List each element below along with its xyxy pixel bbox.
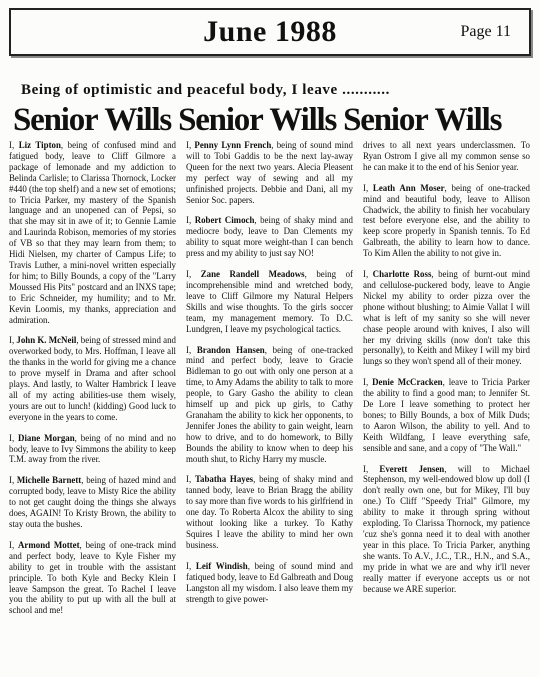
will-entry	[363, 183, 530, 259]
entry-text: , being of shaky mind and mediocre body, leave to Dan Clements my ability to squat more weight-than I can bench press and my ability to just say NO!	[186, 215, 353, 259]
entry-author-name: Penny Lynn French	[194, 140, 272, 150]
column-1	[9, 140, 176, 626]
entry-intro: I,	[186, 560, 196, 571]
tagline: Being of optimistic and peaceful body, I leave ...........	[21, 82, 390, 98]
entry-intro: I,	[186, 269, 201, 280]
will-entry	[186, 561, 353, 605]
entry-intro: I,	[186, 215, 195, 226]
entry-text: , being of hazed mind and corrupted body, leave to Misty Rice the ability to not get caught doing the things she always does, AGAIN! To Kristy Brown, the ability to stay outa the bushes.	[9, 475, 176, 529]
entry-author-name: Liz Tipton	[18, 140, 61, 150]
will-entry	[363, 464, 530, 595]
page-number: Page 11	[460, 23, 511, 40]
entry-author-name: Armond Mottet	[18, 539, 80, 550]
article-columns	[9, 140, 531, 626]
entry-intro: I,	[186, 344, 197, 355]
entry-text: , will to Michael Stephenson, my well-endowed blow up doll (I don't really own one, but for Mikey, I'll buy one.) To Cliff "Speedy Trial" Gilmore, my ability to make it through spring without exploding. To Clarissa Thornock, my patience 'cuz she's gonna need it to deal with another year in this place. To Tricia Parker, anything she wants. To A.V., J.C., T.R., H.N., and S.A., my pride in what we are and why it'll never really matter if everyone accepts us or not because we ARE superior.	[363, 463, 530, 594]
will-entry	[363, 269, 530, 367]
will-entry	[186, 474, 353, 550]
issue-date-title: June 1988	[203, 15, 337, 48]
entry-intro: I,	[363, 182, 373, 193]
will-entry	[9, 335, 176, 422]
will-entry	[9, 475, 176, 530]
entry-text: drives to all next years underclassmen. To Ryan Ostrom I give all my common sense so he can make it to the end of his Senior year.	[363, 140, 530, 172]
entry-text: , being of one-track mind and perfect body, leave to Kyle Fisher my ability to get in trouble with the assistant principle. To both Kyle and Becky Klein I leave Sampson the great. To Rachel I leave you the ability to put up with all the bull at school and me!	[9, 539, 176, 616]
entry-text: , leave to Tricia Parker the ability to find a good man; to Jennifer St. De Lore I leave something to protect her bones; to Billy Bounds, a box of Milk Duds; to Aaron Wilson, the ability to yell. And to Keith Wildfang, I leave everything safe, sensible and sane, and a copy of "The Wall."	[363, 377, 530, 453]
entry-intro: I,	[363, 377, 373, 388]
entry-author-name: Denie McCracken	[372, 377, 443, 388]
entry-intro: I,	[9, 432, 19, 443]
will-entry	[186, 269, 353, 334]
will-entry	[363, 140, 530, 173]
entry-author-name: Leif Windish	[195, 560, 248, 571]
will-entry	[9, 140, 176, 325]
will-entry	[363, 377, 530, 453]
headline	[13, 103, 531, 138]
entry-author-name: Michelle Barnett	[16, 475, 82, 486]
entry-author-name: John K. McNeil	[16, 335, 77, 346]
entry-author-name: Robert Cimoch	[194, 215, 255, 226]
entry-text: , being of sound mind will to Tobi Gaddis to be the next lay-away Queen for the next two years. Alecia Pleasent my perfect way of sewing and all my unfinished projects. Debbie and Dani, all my Senior Soc. papers.	[186, 140, 353, 205]
entry-author-name: Zane Randell Meadows	[200, 269, 305, 280]
entry-text: , being of confused mind and fatigued body, leave to Cliff Gilmore a package of lemonade and my addiction to Belinda Carlisle; to Clarissa Thornock, Locker #440 (the top shelf) and a new set of emotions; to Tricia Parker, my mastery of the Spanish language and an unopened can of Pepsi, so that she may sit in awe of it; to Gennie Lamie and Laurinda Robison, memories of my stories of VB so that they may learn from them; to Hidi Nielsen, my charter of Campus Life; to Travis Luther, a mini-novel written especially for him; to Billy Bounds, a copy of the "Larry Moussed His Pits" postcard and an INXS tape; to Eric Schneider, my humility; and to Mr. Kevin Loomis, my thanks, appreciation and admiration.	[9, 140, 176, 325]
column-2	[186, 140, 353, 626]
entry-intro: I,	[186, 474, 195, 485]
will-entry	[9, 433, 176, 466]
entry-text: , being of no mind and no body, leave to Ivy Simmons the ability to keep T.M. away from the river.	[9, 432, 176, 465]
entry-author-name: Everett Jensen	[379, 463, 445, 474]
entry-author-name: Diane Morgan	[18, 432, 75, 443]
entry-text: , being of shaky mind and tanned body, leave to Brian Bragg the ability to say more than five words to his girlfriend in one day. To Roberta Alcox the ability to sing without looking like a turkey. To Kathy Squires I leave the ability to mind her own business.	[186, 474, 353, 550]
entry-intro: I,	[363, 463, 380, 474]
entry-intro: I,	[9, 539, 19, 550]
entry-intro: I,	[186, 140, 195, 150]
entry-author-name: Brandon Hansen	[196, 344, 265, 355]
entry-author-name: Charlotte Ross	[372, 269, 432, 280]
entry-author-name: Tabatha Hayes	[194, 474, 254, 485]
will-entry	[186, 345, 353, 465]
will-entry	[186, 215, 353, 259]
headline-part: Senior Wills	[13, 102, 172, 138]
entry-text: , being of one-tracked mind and beautiful body, leave to Allison Chadwick, the ability to finish her vocabulary test before everyone else, and the ability to keep score properly in Spanish tennis. To Ed Galbreath, the ability to learn how to dance. To Kim Allen the ability to not give in.	[363, 182, 530, 259]
entry-text: , being of burnt-out mind and cellulose-puckered body, leave to Angie Nickel my ability to order pizza over the phone without blushing; to Aimie Vallat I will what is left of my sanity so she will never chase people around with knives, I also will her my driving skills (now don't take this personally), to Keith and Mikey I will my bird lungs so they won't spend all of their money.	[363, 269, 530, 367]
entry-intro: I,	[9, 475, 17, 486]
entry-text: , being of one-tracked mind and perfect body, leave to Gracie Bidleman to go out with only one person at a time, to Amy Adams the ability to talk to more people, to Gary Gasho the ability to clean himself up and pick up girls, to Cathy Granaham the ability to kick her opponents, to Jennifer Jones the ability to gain weight, learn how to drive, and to do homework, to Billy Bounds the ability to know when to deep his mouth shut, to Richy Harry my muscle.	[186, 344, 353, 464]
entry-intro: I,	[9, 335, 17, 346]
entry-text: , being of incomprehensible mind and wretched body, leave to Cliff Gilmore my Natural Helpers Skills and wise thoughts. To the girls soccer team, my management memory. To D.C. Lundgren, I leave my psychological tactics.	[186, 269, 353, 334]
headline-part: Senior Wills	[343, 102, 502, 138]
entry-text: , being of sound mind and fatiqued body, leave to Ed Galbreath and Doug Langston all my wisdom. I also leave them my strength to give power-	[186, 560, 354, 604]
headline-part: Senior Wills	[178, 102, 337, 138]
page-header	[9, 8, 531, 56]
will-entry	[186, 140, 353, 205]
entry-intro: I,	[363, 269, 373, 280]
entry-intro: I,	[9, 140, 19, 150]
will-entry	[9, 540, 176, 616]
column-3	[363, 140, 530, 626]
entry-author-name: Leath Ann Moser	[372, 182, 445, 193]
entry-text: , being of stressed mind and overworked body, to Mrs. Hoffman, I leave all the thanks in the world for giving me a chance to prove myself in Drama and after school plays. And lastly, to Walter Hambrick I leave all of my acting abilities-use them wisely, yours are out to lunch! (kidding) Good luck to everyone in the years to come.	[9, 335, 176, 422]
